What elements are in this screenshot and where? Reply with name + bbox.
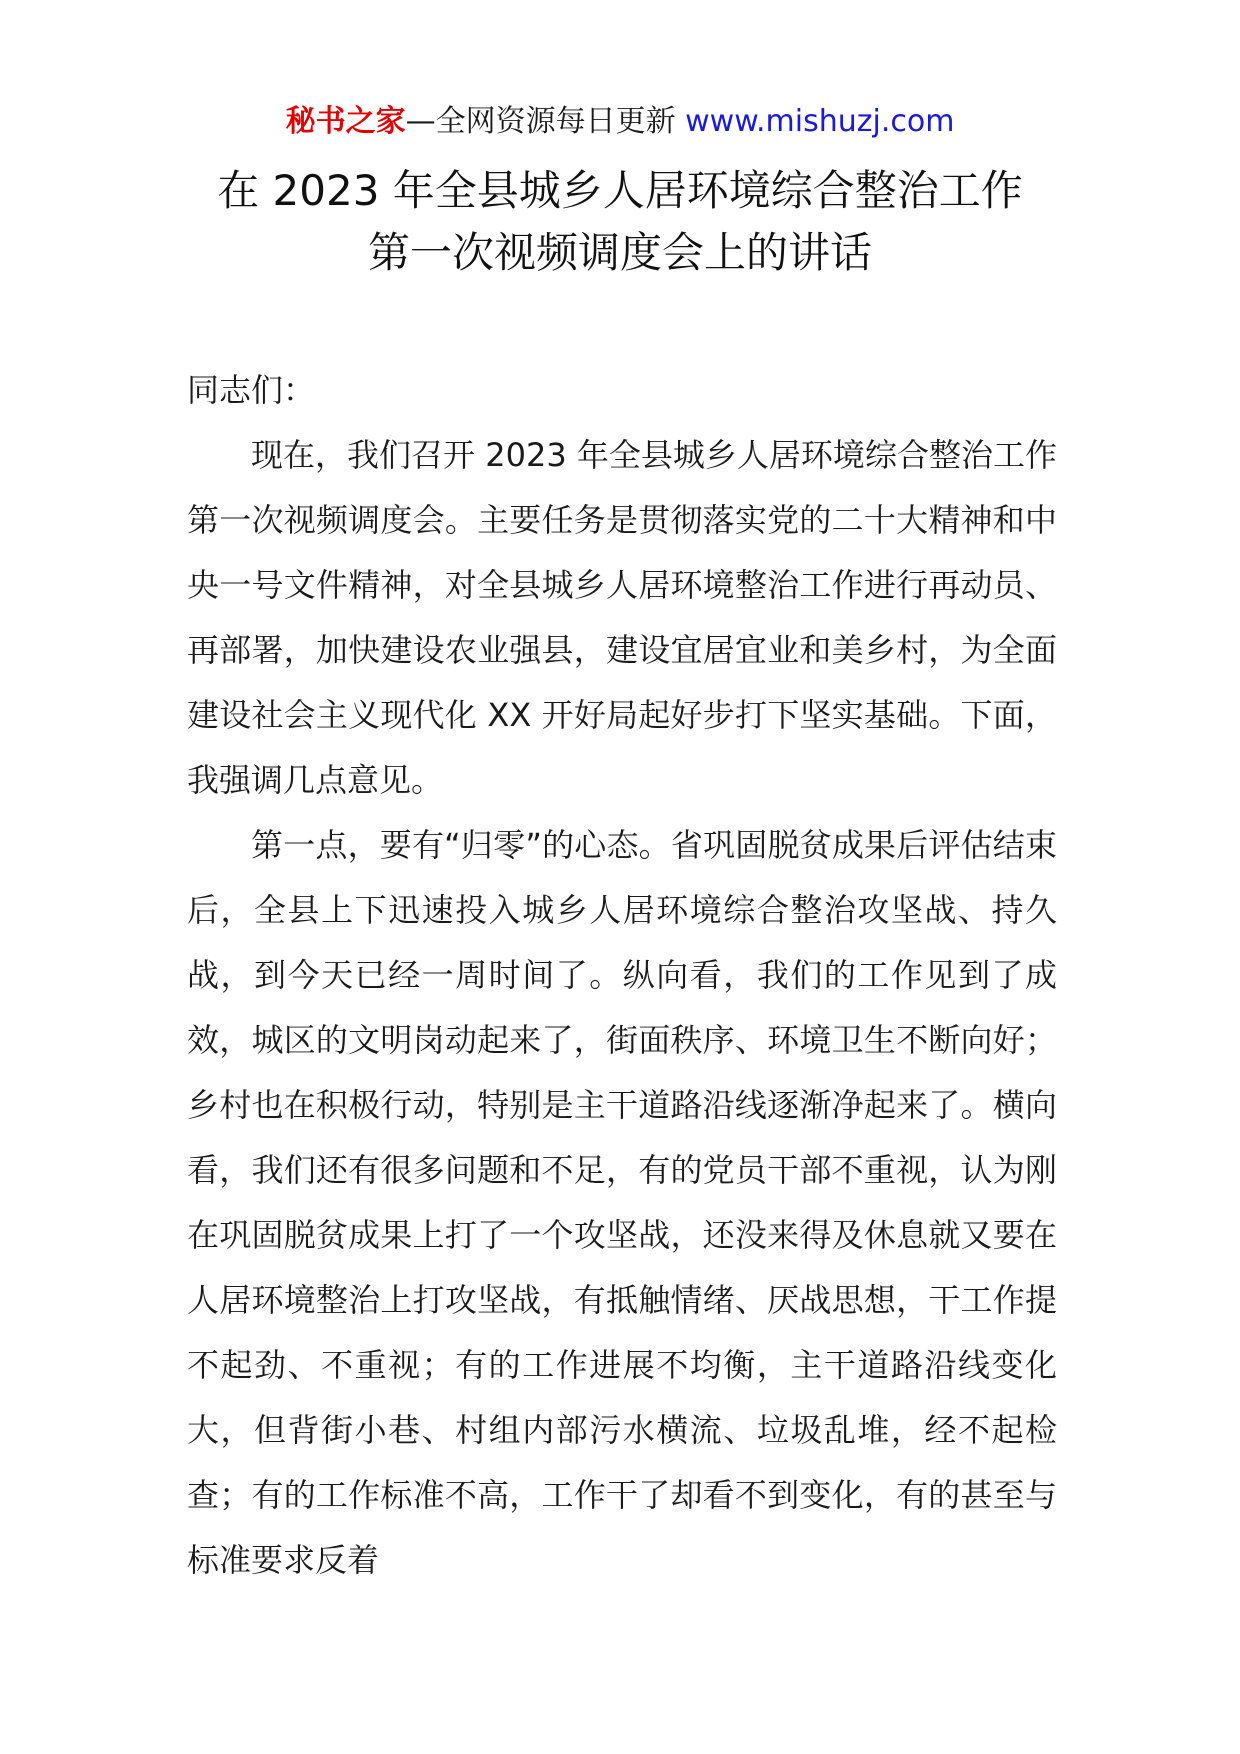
title-line-2: 第一次视频调度会上的讲话 — [367, 228, 872, 277]
document-title — [0, 160, 1240, 284]
brand-name: 秘书之家 — [285, 104, 406, 139]
site-header — [0, 100, 1240, 144]
greeting: 同志们： — [187, 371, 316, 409]
site-url-link[interactable]: www.mishuzj.com — [685, 104, 955, 139]
paragraph-intro: 现在，我们召开 2023 年全县城乡人居环境综合整治工作第一次视频调度会。主要任务是贯彻落实党的二十大精神和中央一号文件精神，对全县城乡人居环境整治工作进行再动员、再部署，加快建设农业强县，建设宜居宜业和美乡村，为全面建设社会主义现代化 XX 开好局起好步打下坚实基础。下面，我强调几点意见。 — [187, 436, 1057, 799]
header-tagline: —全网资源每日更新 — [405, 104, 686, 139]
speech-body — [187, 358, 1057, 1593]
paragraph-point-one: 第一点，要有“归零”的心态。省巩固脱贫成果后评估结束后，全县上下迅速投入城乡人居环境综合整治攻坚战、持久战，到今天已经一周时间了。纵向看，我们的工作见到了成效，城区的文明岗动起来了，街面秩序、环境卫生不断向好；乡村也在积极行动，特别是主干道路沿线逐渐净起来了。横向看，我们还有很多问题和不足，有的党员干部不重视，认为刚在巩固脱贫成果上打了一个攻坚战，还没来得及休息就又要在人居环境整治上打攻坚战，有抵触情绪、厌战思想，干工作提不起劲、不重视；有的工作进展不均衡，主干道路沿线变化大，但背街小巷、村组内部污水横流、垃圾乱堆，经不起检查；有的工作标准不高，工作干了却看不到变化，有的甚至与标准要求反着 — [187, 826, 1057, 1579]
title-line-1: 在 2023 年全县城乡人居环境综合整治工作 — [217, 166, 1023, 215]
